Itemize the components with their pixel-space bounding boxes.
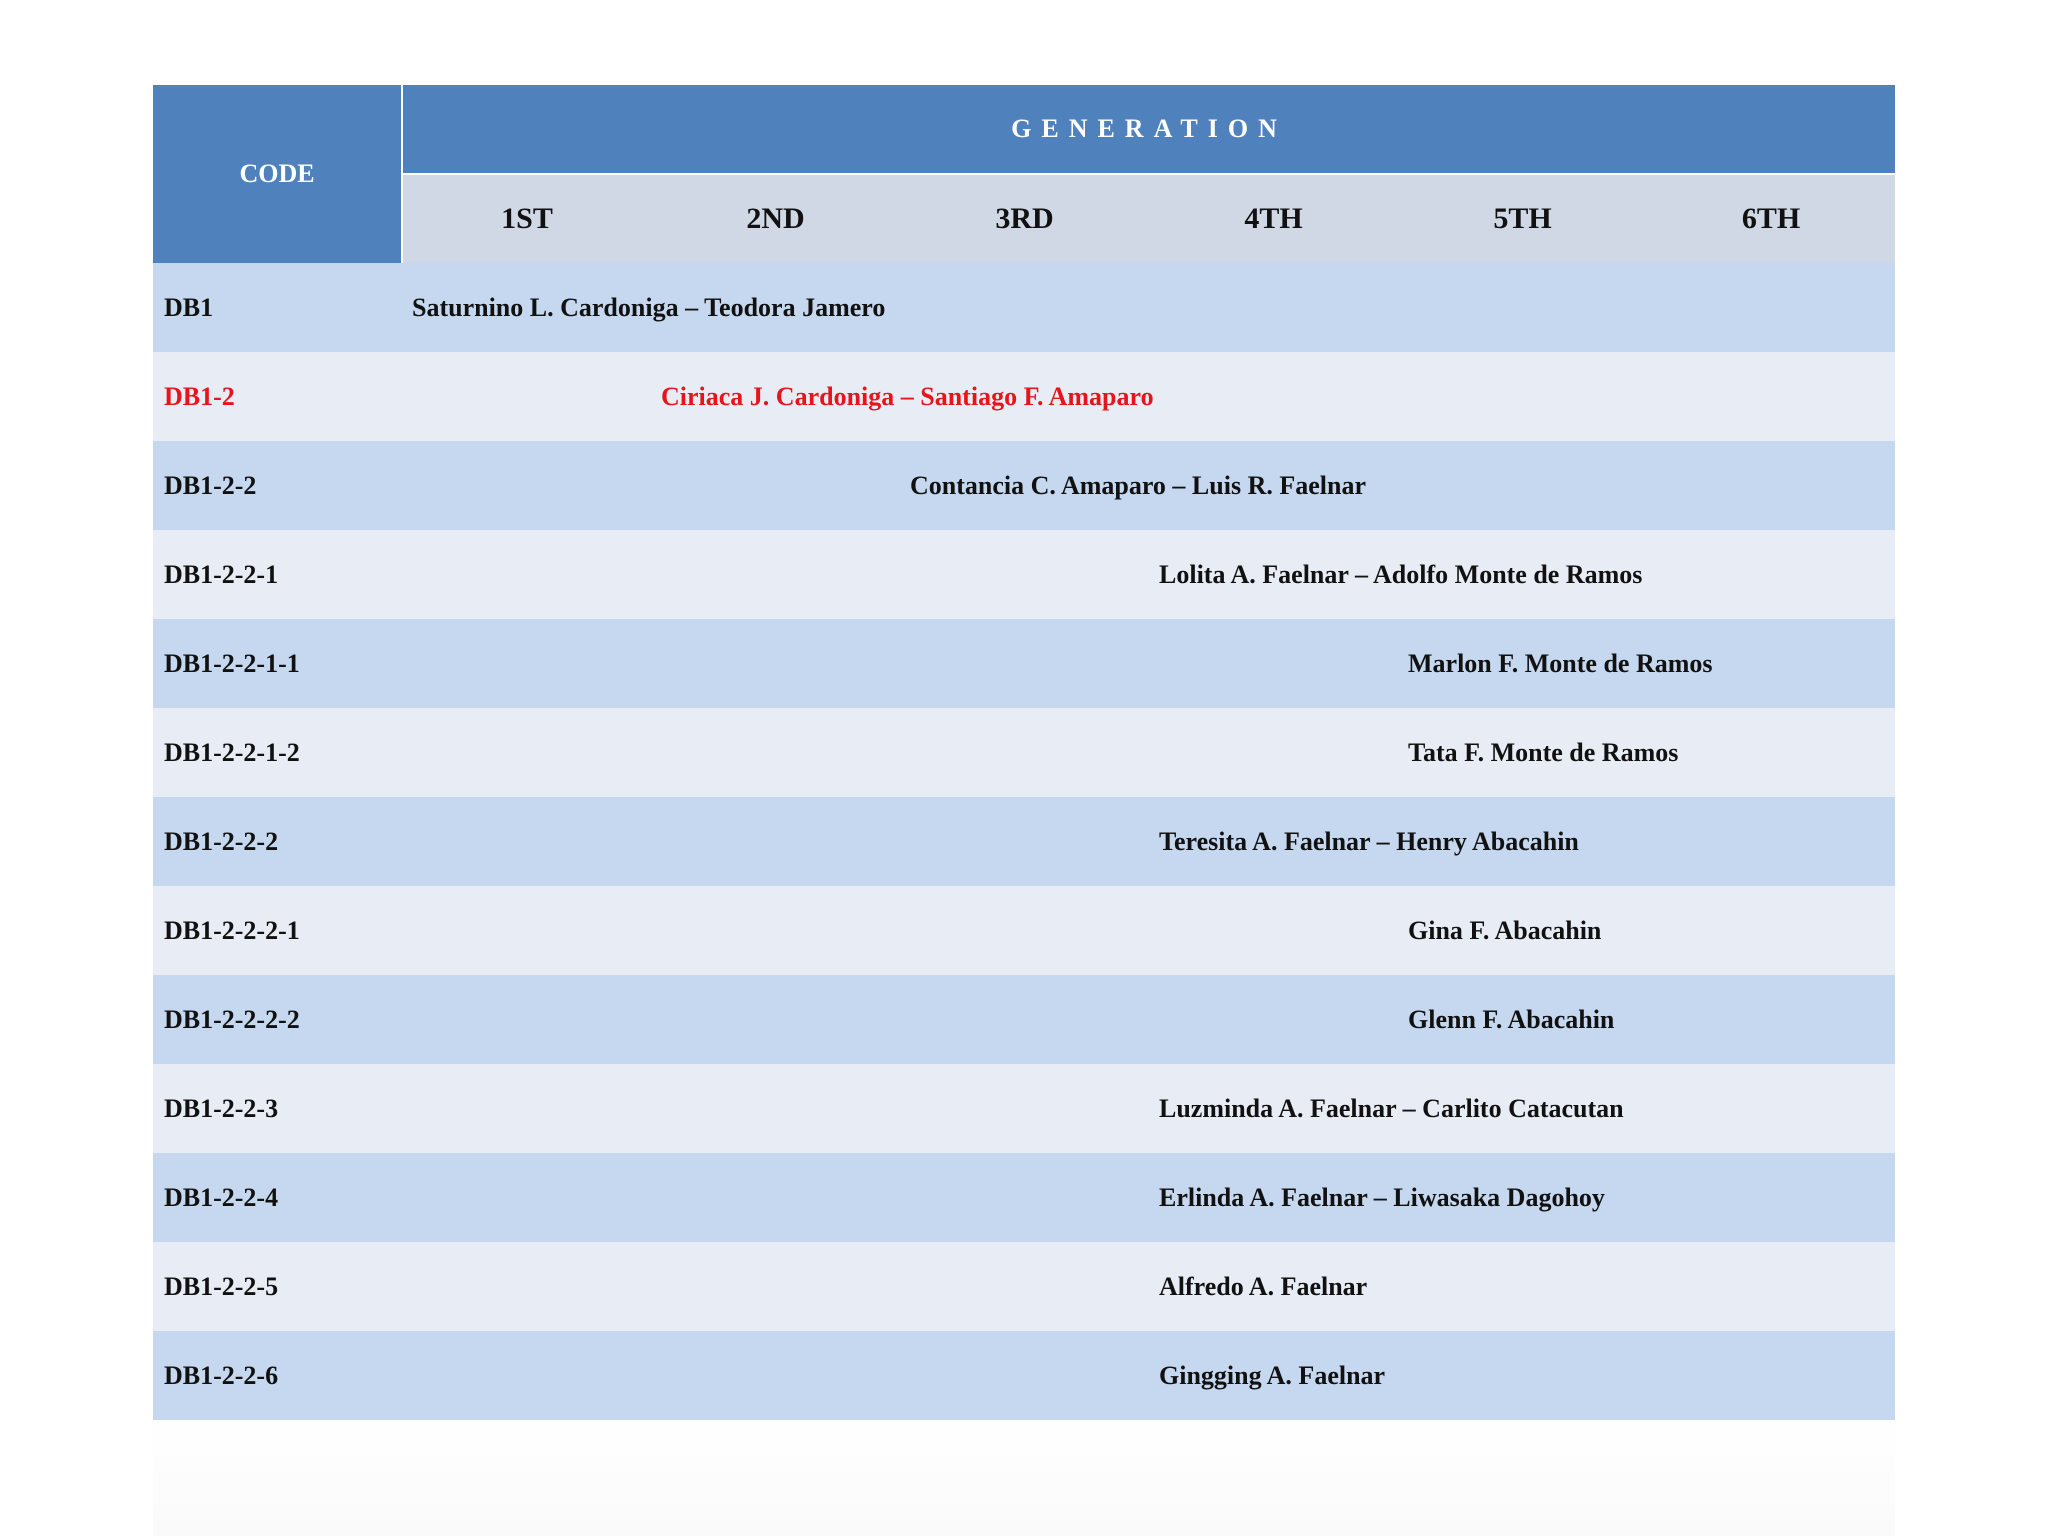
code-cell: DB1-2-2-4 xyxy=(153,1153,402,1242)
empty-cell xyxy=(651,530,900,619)
table-row xyxy=(153,1242,1895,1331)
empty-cell xyxy=(1149,886,1398,975)
empty-cell xyxy=(651,886,900,975)
genealogy-table xyxy=(153,85,1895,1420)
code-cell: DB1-2-2-2 xyxy=(153,797,402,886)
table-row xyxy=(153,708,1895,797)
empty-cell xyxy=(900,1064,1149,1153)
table-row xyxy=(153,352,1895,441)
empty-cell xyxy=(402,1064,651,1153)
empty-cell xyxy=(402,797,651,886)
empty-cell xyxy=(900,797,1149,886)
empty-cell xyxy=(1149,975,1398,1064)
code-cell: DB1-2-2-1 xyxy=(153,530,402,619)
empty-cell xyxy=(1149,708,1398,797)
empty-cell xyxy=(651,975,900,1064)
generation-column-header: 6TH xyxy=(1647,174,1895,263)
name-cell: Erlinda A. Faelnar – Liwasaka Dagohoy xyxy=(1149,1153,1895,1242)
name-cell: Alfredo A. Faelnar xyxy=(1149,1242,1895,1331)
table-row xyxy=(153,441,1895,530)
table-body xyxy=(153,263,1895,1420)
empty-cell xyxy=(900,708,1149,797)
code-cell: DB1-2-2-1-1 xyxy=(153,619,402,708)
generation-column-header: 1ST xyxy=(402,174,651,263)
name-cell: Teresita A. Faelnar – Henry Abacahin xyxy=(1149,797,1895,886)
empty-cell xyxy=(651,1331,900,1420)
generation-columns-row xyxy=(153,174,1895,263)
name-cell: Glenn F. Abacahin xyxy=(1398,975,1895,1064)
empty-cell xyxy=(651,619,900,708)
name-cell: Luzminda A. Faelnar – Carlito Catacutan xyxy=(1149,1064,1895,1153)
name-cell: Tata F. Monte de Ramos xyxy=(1398,708,1895,797)
empty-cell xyxy=(402,708,651,797)
table-row xyxy=(153,797,1895,886)
page-bottom-area xyxy=(153,1416,1895,1536)
empty-cell xyxy=(900,1242,1149,1331)
empty-cell xyxy=(402,975,651,1064)
table-row xyxy=(153,1153,1895,1242)
code-cell: DB1-2-2-2-2 xyxy=(153,975,402,1064)
generation-header: GENERATION xyxy=(402,85,1895,174)
generation-column-header: 5TH xyxy=(1398,174,1647,263)
code-cell: DB1 xyxy=(153,263,402,352)
table-row xyxy=(153,1331,1895,1420)
generation-column-header: 3RD xyxy=(900,174,1149,263)
empty-cell xyxy=(900,975,1149,1064)
empty-cell xyxy=(900,619,1149,708)
table-row xyxy=(153,975,1895,1064)
empty-cell xyxy=(651,1064,900,1153)
empty-cell xyxy=(402,441,651,530)
empty-cell xyxy=(900,1153,1149,1242)
empty-cell xyxy=(402,1242,651,1331)
code-cell: DB1-2-2 xyxy=(153,441,402,530)
empty-cell xyxy=(402,1153,651,1242)
table-row xyxy=(153,530,1895,619)
code-column-header: CODE xyxy=(153,85,402,263)
empty-cell xyxy=(900,1331,1149,1420)
table-row xyxy=(153,263,1895,352)
name-cell: Gina F. Abacahin xyxy=(1398,886,1895,975)
name-cell: Saturnino L. Cardoniga – Teodora Jamero xyxy=(402,263,1895,352)
empty-cell xyxy=(402,530,651,619)
empty-cell xyxy=(402,886,651,975)
generation-column-header: 2ND xyxy=(651,174,900,263)
empty-cell xyxy=(402,352,651,441)
table-row xyxy=(153,619,1895,708)
empty-cell xyxy=(651,441,900,530)
empty-cell xyxy=(651,797,900,886)
code-cell: DB1-2-2-2-1 xyxy=(153,886,402,975)
name-cell: Marlon F. Monte de Ramos xyxy=(1398,619,1895,708)
empty-cell xyxy=(900,886,1149,975)
empty-cell xyxy=(651,1242,900,1331)
table-row xyxy=(153,886,1895,975)
generation-column-header: 4TH xyxy=(1149,174,1398,263)
empty-cell xyxy=(651,1153,900,1242)
empty-cell xyxy=(1149,619,1398,708)
empty-cell xyxy=(402,1331,651,1420)
table-row xyxy=(153,1064,1895,1153)
name-cell: Gingging A. Faelnar xyxy=(1149,1331,1895,1420)
empty-cell xyxy=(900,530,1149,619)
code-cell: DB1-2-2-3 xyxy=(153,1064,402,1153)
name-cell: Ciriaca J. Cardoniga – Santiago F. Amaparo xyxy=(651,352,1895,441)
code-cell: DB1-2-2-6 xyxy=(153,1331,402,1420)
code-cell: DB1-2-2-5 xyxy=(153,1242,402,1331)
code-cell: DB1-2 xyxy=(153,352,402,441)
name-cell: Lolita A. Faelnar – Adolfo Monte de Ramos xyxy=(1149,530,1895,619)
empty-cell xyxy=(651,708,900,797)
code-cell: DB1-2-2-1-2 xyxy=(153,708,402,797)
empty-cell xyxy=(402,619,651,708)
name-cell: Contancia C. Amaparo – Luis R. Faelnar xyxy=(900,441,1895,530)
